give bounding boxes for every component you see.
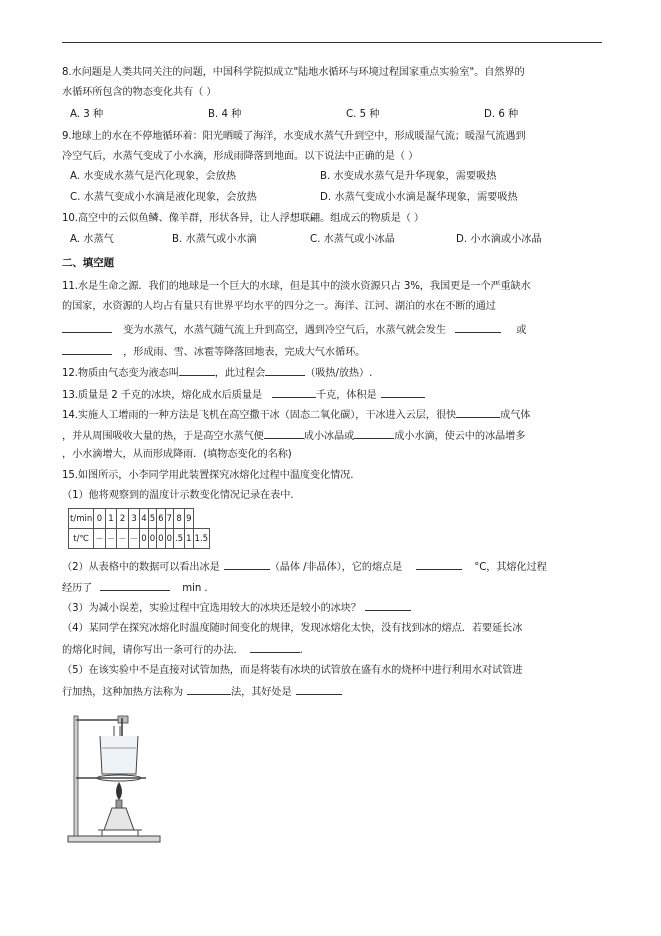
q12-text-c: （吸热/放热）. xyxy=(305,368,373,379)
q8-option-a: A. 3 种 xyxy=(70,109,104,120)
q15-p2-text-d: 经历了 xyxy=(62,583,93,594)
table-cell: － xyxy=(117,529,129,549)
q9-option-a: A. 水变成水蒸气是汽化现象，会放热 xyxy=(70,171,237,182)
table-cell: 9 xyxy=(185,509,193,529)
q13-blank-2[interactable] xyxy=(381,387,425,398)
table-cell: 0 xyxy=(148,529,156,549)
q15-blank-5[interactable] xyxy=(250,642,300,653)
table-cell: － xyxy=(105,529,117,549)
table-cell: 0 xyxy=(165,529,173,549)
q12-line xyxy=(62,365,372,381)
q10-option-b: B. 水蒸气或小水滴 xyxy=(172,234,257,245)
table-cell: 2 xyxy=(117,509,129,529)
q14-text-a: 14.实施人工增雨的一种方法是飞机在高空撒干冰（固态二氧化碳），干冰进入云层，很快 xyxy=(62,410,457,421)
header-rule xyxy=(62,42,602,43)
q15-p5-text-c: 法，其好处是 xyxy=(231,687,292,698)
q12-blank-1[interactable] xyxy=(179,365,215,376)
q12-text-a: 12.物质由气态变为液态叫 xyxy=(62,368,179,379)
q13-text-b: 千克，体积是 xyxy=(316,390,377,401)
q15-part2 xyxy=(62,559,547,575)
q15-p2-text-b: （晶体 /非晶体），它的熔点是 xyxy=(269,562,403,573)
q8-option-d: D. 6 种 xyxy=(484,109,519,120)
table-cell: 1 xyxy=(105,509,117,529)
table-cell: 5 xyxy=(148,509,156,529)
q11-line2: 的国家，水资源的人均占有量只有世界平均水平的四分之一。海洋、江河、湖泊的水在不断的通过 xyxy=(62,301,496,312)
q11-line4-text: ，形成雨、雪、冰雹等降落回地表，完成大气水循环。 xyxy=(123,347,366,358)
q10-option-c: C. 水蒸气或小冰晶 xyxy=(310,234,395,245)
q15-blank-6[interactable] xyxy=(187,684,231,695)
table-cell: 8 xyxy=(173,509,184,529)
q10-option-a: A. 水蒸气 xyxy=(70,234,114,245)
table-cell: 1 xyxy=(185,529,193,549)
q15-blank-4[interactable] xyxy=(365,600,411,611)
q15-p3-text: （3）为减小误差，实验过程中宜选用较大的冰块还是较小的冰块？ xyxy=(62,603,361,614)
q15-blank-3[interactable] xyxy=(100,580,170,591)
q15-p5-text-b: 行加热，这种加热方法称为 xyxy=(62,687,184,698)
q14-text-d: 成小冰晶或 xyxy=(303,431,355,442)
q12-text-b: ，此过程会 xyxy=(214,368,266,379)
q15-p2-text-a: （2）从表格中的数据可以看出冰是 xyxy=(62,562,220,573)
q14-line1 xyxy=(62,407,530,423)
q14-text-e: 成小水滴，使云中的冰晶增多 xyxy=(394,431,526,442)
q10-line1: 10.高空中的云似鱼鳞、像羊群，形状各异，让人浮想联翩。组成云的物质是（ ） xyxy=(62,213,425,224)
q8-option-c: C. 5 种 xyxy=(346,109,380,120)
q13-text-a: 13.质量是 2 千克的冰块，熔化成水后质量是 xyxy=(62,390,263,401)
q15-blank-7[interactable] xyxy=(296,684,342,695)
q15-part3 xyxy=(62,600,411,616)
table-cell: 4 xyxy=(140,509,148,529)
q8-line1: 8.水问题是人类共同关注的问题，中国科学院拟成立"陆地水循环与环境过程国家重点实验室"。自然界的 xyxy=(62,67,525,78)
q14-text-c: ，并从周围吸收大量的热，于是高空水蒸气便 xyxy=(62,431,264,442)
q15-p4-text: 的熔化时间，请你写出一条可行的办法． xyxy=(62,645,244,656)
table-cell: 0 xyxy=(157,529,165,549)
q11-line3 xyxy=(62,322,526,338)
q9-option-b: B. 水变成水蒸气是升华现象，需要吸热 xyxy=(320,171,497,182)
q11-line4 xyxy=(62,344,365,360)
q14-line2 xyxy=(62,428,525,444)
q9-option-d: D. 水蒸气变成小水滴是凝华现象，需要吸热 xyxy=(320,192,518,203)
q11-line3-text: 变为水蒸气，水蒸气随气流上升到高空，遇到冷空气后，水蒸气就会发生 xyxy=(123,325,446,336)
q15-part5-line2 xyxy=(62,684,342,700)
q14-blank-2[interactable] xyxy=(264,428,304,439)
q15-blank-1[interactable] xyxy=(224,559,270,570)
q12-blank-2[interactable] xyxy=(265,365,305,376)
table-cell: 0 xyxy=(94,509,106,529)
q8-option-b: B. 4 种 xyxy=(208,109,242,120)
q15-part2-cont xyxy=(62,580,207,596)
section-title: 二、填空题 xyxy=(62,257,114,269)
table-cell: 3 xyxy=(128,509,140,529)
q15-part5-line1: （5）在该实验中不是直接对试管加热，而是将装有冰块的试管放在盛有水的烧杯中进行利用水对试管进 xyxy=(62,665,523,676)
q11-blank-2[interactable] xyxy=(455,322,501,333)
q11-blank-3[interactable] xyxy=(62,344,112,355)
table-cell: t/℃ xyxy=(69,529,94,549)
q15-p2-text-e: min . xyxy=(182,583,208,594)
table-cell: .5 xyxy=(173,529,184,549)
q15-p2-text-c: °C，其熔化过程 xyxy=(474,562,547,573)
q9-line2: 冷空气后，水蒸气变成了小水滴，形成雨降落到地面。以下说法中正确的是（ ） xyxy=(62,151,419,162)
q15-part4-line2: 的熔化时间，请你写出一条可行的办法． . xyxy=(62,642,303,658)
q14-blank-1[interactable] xyxy=(456,407,500,418)
q13-line xyxy=(62,387,425,403)
q14-blank-3[interactable] xyxy=(354,428,394,439)
q14-line3: ，小水滴增大，从而形成降雨．(填物态变化的名称) xyxy=(62,449,292,460)
experiment-apparatus-figure xyxy=(62,712,162,844)
table-cell: 0 xyxy=(140,529,148,549)
table-row xyxy=(69,529,210,549)
q11-line1: 11.水是生命之源．我们的地球是一个巨大的水球，但是其中的淡水资源只占 3%，我国更是一个严重缺水 xyxy=(62,281,531,292)
table-cell: － xyxy=(128,529,140,549)
q14-text-b: 成气体 xyxy=(500,410,531,421)
table-row xyxy=(69,509,210,529)
table-cell: 6 xyxy=(157,509,165,529)
q9-option-c: C. 水蒸气变成小水滴是液化现象，会放热 xyxy=(70,192,257,203)
q15-part1: （1）他将观察到的温度计示数变化情况记录在表中. xyxy=(62,490,294,501)
table-cell: t/min xyxy=(69,509,94,529)
q13-blank-1[interactable] xyxy=(272,387,316,398)
q8-line2: 水循环所包含的物态变化共有（ ） xyxy=(62,87,217,98)
table-cell: 7 xyxy=(165,509,173,529)
q15-part4-line1: （4）某同学在探究冰熔化时温度随时间变化的规律，发现冰熔化太快，没有找到冰的熔点．若要延长冰 xyxy=(62,623,523,634)
q10-option-d: D. 小水滴或小冰晶 xyxy=(456,234,542,245)
q15-blank-2[interactable] xyxy=(416,559,462,570)
table-cell: － xyxy=(94,529,106,549)
q11-blank-1[interactable] xyxy=(62,322,112,333)
data-table xyxy=(68,508,210,549)
q15-intro: 15.如图所示，小李同学用此装置探究冰熔化过程中温度变化情况. xyxy=(62,470,354,481)
q9-line1: 9.地球上的水在不停地循环着：阳光晒暖了海洋，水变成水蒸气升到空中，形成暖湿气流；暖湿气流遇到 xyxy=(62,131,526,142)
q11-or: 或 xyxy=(516,325,527,336)
table-cell: 1.5 xyxy=(193,529,210,549)
